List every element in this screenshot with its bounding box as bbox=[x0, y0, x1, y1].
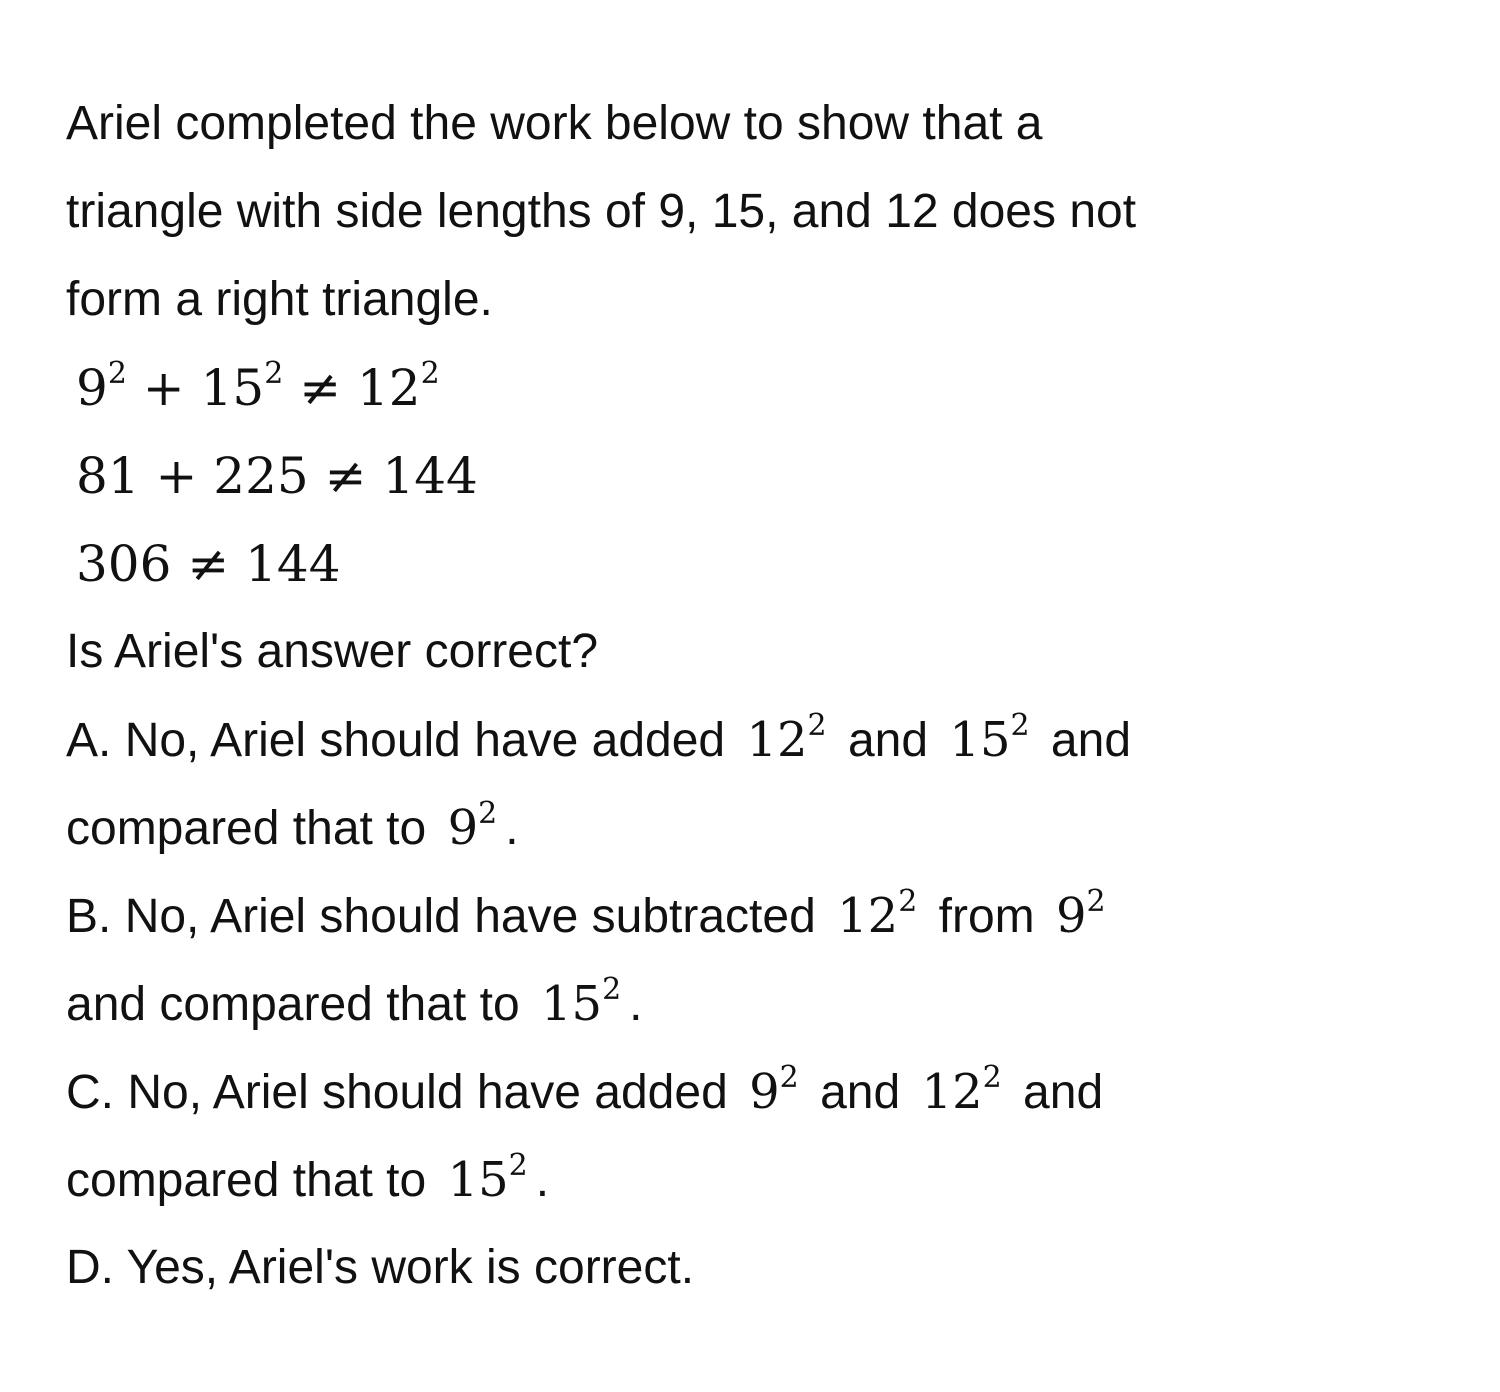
question-document bbox=[66, 80, 1446, 1312]
option-a-math-3: $9^2$ bbox=[447, 796, 498, 856]
option-a[interactable]: A. No, Ariel should have added $12^2$ and $15^2$ and compared that to $9^2$ . bbox=[66, 708, 1132, 856]
option-a-text: A. No, Ariel should have added bbox=[66, 714, 726, 767]
option-a-math-2: $15^2$ bbox=[949, 708, 1030, 768]
option-b-math-2: $9^2$ bbox=[1055, 884, 1106, 944]
intro-line-3: form a right triangle. bbox=[66, 273, 493, 326]
option-c-math-1: $9^2$ bbox=[749, 1060, 799, 1120]
option-b-math-3: $15^2$ bbox=[540, 972, 622, 1032]
option-d-text: D. Yes, Ariel's work is correct. bbox=[66, 1241, 695, 1294]
intro-line-1: Ariel completed the work below to show that a bbox=[66, 97, 1043, 150]
option-c-math-3: $15^2$ bbox=[447, 1148, 528, 1208]
question-text: Is Ariel's answer correct? bbox=[66, 625, 599, 678]
option-c[interactable]: C. No, Ariel should have added $9^2$ and $12^2$ and compared that to $15^2$ . bbox=[66, 1060, 1104, 1208]
intro-line-2: triangle with side lengths of 9, 15, and 12 does not bbox=[66, 185, 1137, 238]
option-c-text: C. No, Ariel should have added bbox=[66, 1066, 728, 1119]
option-b-text: B. No, Ariel should have subtracted bbox=[66, 890, 816, 943]
option-a-math-1: $12^2$ bbox=[746, 708, 827, 768]
work-step-3: 306 ≠ 144 bbox=[76, 535, 341, 593]
option-b-math-1: $12^2$ bbox=[837, 884, 918, 944]
option-d[interactable] bbox=[66, 1224, 1446, 1312]
option-b[interactable]: B. No, Ariel should have subtracted $12^2$ from $9^2$ and compared that to $15^2$ . bbox=[66, 872, 1446, 1048]
work-step-2: 81 + 225 ≠ 144 bbox=[76, 447, 478, 505]
option-c-math-2: $12^2$ bbox=[921, 1060, 1002, 1120]
work-step-1: $9^2 + 15^2 \ne 12^2$ bbox=[76, 356, 440, 417]
